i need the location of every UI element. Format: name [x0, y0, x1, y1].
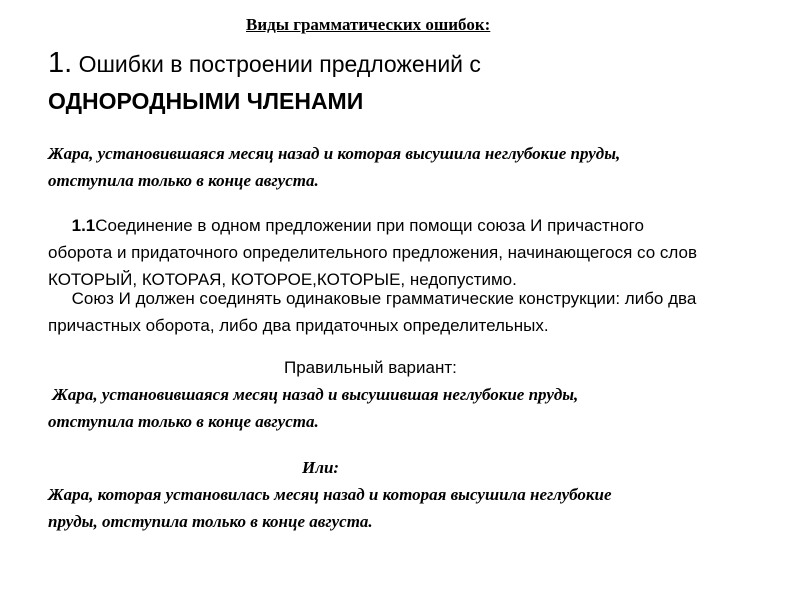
page-title: Виды грамматических ошибок:	[246, 15, 491, 34]
alternative-example-line-2: пруды, отступила только в конце августа.	[48, 512, 373, 531]
rule-line-1-text: Соединение в одном предложении при помощи союза И причастного	[95, 216, 644, 235]
explanation-line-1	[48, 285, 696, 312]
rule-number: 1.1	[71, 216, 96, 235]
explanation-line-2: причастных оборота, либо два придаточных определительных.	[48, 316, 549, 335]
alternative-example-line-1: Жара, которая установилась месяц назад и которая высушила неглубокие	[48, 485, 612, 504]
rule-line-2: оборота и придаточного определительного предложения, начинающегося со слов	[48, 243, 697, 262]
section-heading-text: Ошибки в построении предложений с	[72, 51, 481, 77]
section-heading	[48, 46, 481, 81]
explanation-line-1-text: Союз И должен соединять одинаковые грамматические конструкции: либо два	[71, 289, 697, 308]
correct-example-line-2: отступила только в конце августа.	[48, 412, 319, 431]
rule-paragraph	[48, 212, 697, 293]
wrong-example	[48, 140, 620, 194]
wrong-example-line-1: Жара, установившаяся месяц назад и которая высушила неглубокие пруды,	[48, 144, 621, 163]
rule-line-3: КОТОРЫЙ, КОТОРАЯ, КОТОРОЕ,КОТОРЫЕ, недопустимо.	[48, 270, 517, 289]
alternative-example	[48, 481, 612, 535]
correct-example-line-1	[48, 381, 578, 408]
correct-example	[48, 381, 578, 435]
section-heading-emphasis: ОДНОРОДНЫМИ ЧЛЕНАМИ	[48, 88, 364, 114]
explanation-paragraph	[48, 285, 696, 339]
rule-line-1	[48, 212, 697, 239]
wrong-example-line-2: отступила только в конце августа.	[48, 171, 319, 190]
correct-variant-label: Правильный вариант:	[284, 358, 457, 377]
section-number: 1.	[48, 47, 73, 79]
correct-example-line-1-text: Жара, установившаяся месяц назад и высушившая неглубокие пруды,	[52, 385, 579, 404]
or-label: Или:	[302, 458, 340, 477]
